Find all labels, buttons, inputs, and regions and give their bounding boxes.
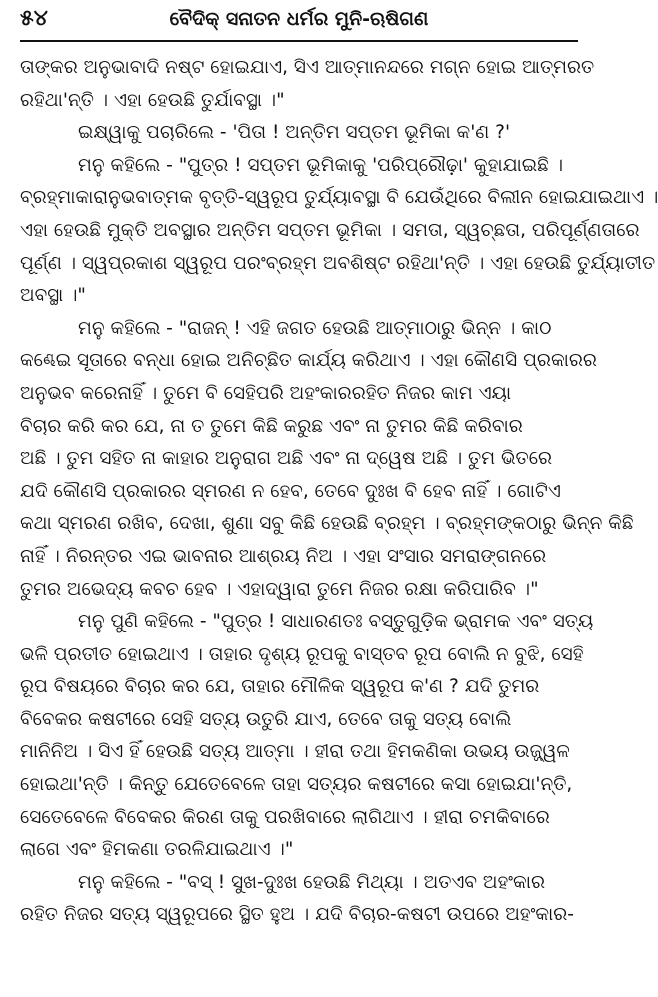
text-line: ମନୁ ପୁଣି କହିଲେ - "ପୁତ୍ର ! ସାଧାରଣତଃ ବସ୍ତୁଗୁଡ଼ିକ ଭ୍ରାମକ ଏବଂ ସତ୍ୟ (78, 611, 594, 633)
text-line: ବ୍ରହ୍ମାକାରାନୁଭବାତ୍ମକ ବୃତ୍ତି-ସ୍ୱରୂପ ତୁର୍ଯ୍ୟାବସ୍ଥା ବି ଯେଉଁଥିରେ ବିଲୀନ ହୋଇଯାଇଥାଏ । (20, 187, 658, 209)
text-line: ଅବସ୍ଥା ।" (20, 285, 86, 307)
text-line: ମନୁ କହିଲେ - "ବସ୍ ! ସୁଖ-ଦୁଃଖ ହେଉଛି ମିଥ୍ୟା । ଅତଏବ ଅହଂକାର (78, 871, 545, 893)
text-line: ମନୁ କହିଲେ - "ପୁତ୍ର ! ସପ୍ତମ ଭୂମିକାକୁ 'ପରିପ୍ରୌଢ଼ା' କୁହାଯାଇଛି । (78, 154, 564, 176)
text-line: ଲାଗେ ଏବଂ ହିମକଣା ତରଳିଯାଇଥାଏ ।" (20, 839, 294, 861)
text-line: ହୋଇଥା'ନ୍ତି । କିନ୍ତୁ ଯେତେବେଳେ ତାହା ସତ୍ୟର କଷଟୀରେ କସା ହୋଇଯା'ନ୍ତି, (20, 774, 573, 796)
text-line: ପୂର୍ଣ୍ଣ । ସ୍ୱପ୍ରକାଶ ସ୍ୱରୂପ ପରଂବ୍ରହ୍ମ ଅବଶିଷ୍ଟ ରହିଥା'ନ୍ତି । ଏହା ହେଉଛି ତୁର୍ଯ୍ୟାତୀତ (20, 252, 656, 274)
text-line: ତୁମର ଅଭେଦ୍ୟ କବଚ ହେବ । ଏହାଦ୍ୱାରା ତୁମେ ନିଜର ରକ୍ଷା କରିପାରିବ ।" (20, 578, 539, 600)
text-line: ଏହା ହେଉଛି ମୁକ୍ତି ଅବସ୍ଥାର ଅନ୍ତିମ ସପ୍ତମ ଭୂମିକା । ସମତା, ସ୍ୱଚ୍ଛତା, ପରିପୂର୍ଣ୍ଣତାରେ (20, 219, 640, 241)
text-line: ମାନିନିଅ । ସିଏ ହିଁ ହେଉଛି ସତ୍ୟ ଆତ୍ମା । ହୀରା ତଥା ହିମକଣିକା ଉଭୟ ଉଜ୍ଜ୍ୱଳ (20, 741, 570, 763)
text-line: ନାହିଁ । ନିରନ୍ତର ଏଇ ଭାବନାର ଆଶ୍ରୟ ନିଅ । ଏହା ସଂସାର ସମରାଙ୍ଗନରେ (20, 545, 547, 567)
text-line: କଥା ସ୍ମରଣ ରଖିବ, ଦେଖା, ଶୁଣା ସବୁ କିଛି ହେଉଛି ବ୍ରହ୍ମ । ବ୍ରହ୍ମଙ୍କଠାରୁ ଭିନ୍ନ କିଛି (20, 513, 634, 535)
text-line: ଅନୁଭବ କରେନାହିଁ । ତୁମେ ବି ସେହିପରି ଅହଂକାରରହିତ ନିଜର କାମ ଏୟା (20, 382, 512, 404)
body-text (20, 52, 658, 932)
text-line: ଅଛି । ତୁମ ସହିତ ନା କାହାର ଅନୁରାଗ ଅଛି ଏବଂ ନା ଦ୍ୱେଷ ଅଛି । ତୁମ ଭିତରେ (20, 448, 553, 470)
text-line: ଭଳି ପ୍ରତୀତ ହୋଇଥାଏ । ତାହାର ଦୃଶ୍ୟ ରୂପକୁ ବାସ୍ତବ ରୂପ ବୋଲି ନ ବୁଝି, ସେହି (20, 643, 584, 665)
text-line: ସେତେବେଳେ ବିବେକର କିରଣ ତାକୁ ପରଖିବାରେ ଲାଗିଥାଏ । ହୀରା ଚମକିବାରେ (20, 806, 550, 828)
text-line: ବିବେକର କଷଟୀରେ ସେହି ସତ୍ୟ ଉତୁରି ଯାଏ, ତେବେ ତାକୁ ସତ୍ୟ ବୋଲି (20, 708, 512, 730)
text-line: ରୂପ ବିଷୟରେ ବିଚାର କର ଯେ, ତାହାର ମୌଳିକ ସ୍ୱରୂପ କ'ଣ ? ଯଦି ତୁମର (20, 676, 540, 698)
text-line: ରହିତ ନିଜର ସତ୍ୟ ସ୍ୱରୂପରେ ସ୍ଥିତ ହୁଅ । ଯଦି ବିଚାର-କଷଟୀ ଉପରେ ଅହଂକାର- (20, 904, 574, 926)
text-line: ମନୁ କହିଲେ - "ରାଜନ୍ ! ଏହି ଜଗତ ହେଉଛି ଆତ୍ମାଠାରୁ ଭିନ୍ନ । କାଠ (78, 317, 552, 339)
text-line: ଇକ୍ଷ୍ୱାକୁ ପଚାରିଲେ - 'ପିତା ! ଅନ୍ତିମ ସପ୍ତମ ଭୂମିକା କ'ଣ ?' (78, 122, 511, 144)
text-line: ରହିଥା'ନ୍ତି । ଏହା ହେଉଛି ତୁର୍ଯାବସ୍ଥା ।" (20, 89, 285, 111)
page-number: ୫୪ (20, 6, 48, 31)
page-header (20, 0, 578, 42)
running-title: ବୈଦିକ୍ ସନାତନ ଧର୍ମର ମୁନି-ଋଷିଗଣ (169, 8, 429, 30)
text-line: କଣ୍ଢେଇ ସୂତାରେ ବନ୍ଧା ହୋଇ ଅନିଚ୍ଛିତ କାର୍ଯ୍ୟ କରିଥାଏ । ଏହା କୌଣସି ପ୍ରକାରର (20, 350, 597, 372)
text-line: ତାଙ୍କର ଅନୁଭାବାଦି ନଷ୍ଟ ହୋଇଯାଏ, ସିଏ ଆତ୍ମାନନ୍ଦରେ ମଗ୍ନ ହୋଇ ଆତ୍ମରତ (20, 57, 595, 78)
text-line: ବିଚାର କରି କର ଯେ, ନା ତ ତୁମେ କିଛି କରୁଛ ଏବଂ ନା ତୁମର କିଛି କରିବାର (20, 415, 523, 437)
text-line: ଯଦି କୌଣସି ପ୍ରକାରର ସ୍ମରଣ ନ ହେବ, ତେବେ ଦୁଃଖ ବି ହେବ ନାହିଁ । ଗୋଟିଏ (20, 480, 561, 502)
